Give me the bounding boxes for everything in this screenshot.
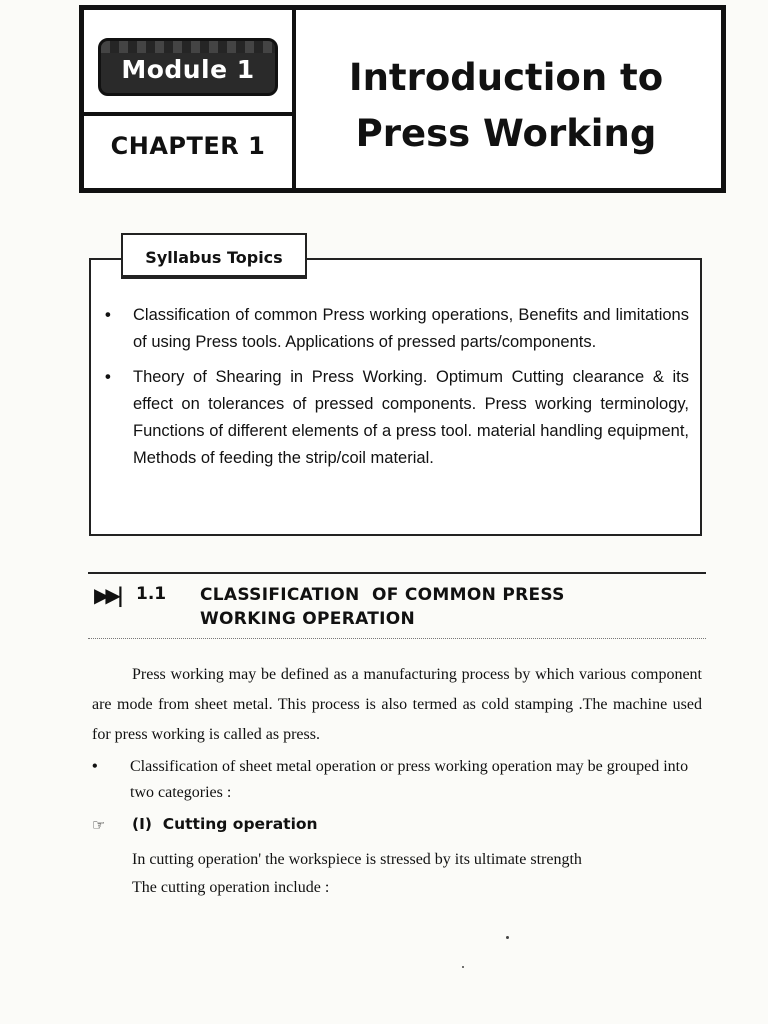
subheading-cutting-operation: (I) Cutting operation xyxy=(132,815,318,833)
chapter-header xyxy=(79,5,726,193)
chapter-title-line-2: Press Working xyxy=(355,112,657,155)
syllabus-item-text: Theory of Shearing in Press Working. Optimum Cutting clearance & its effect on tolerances of pressed components. Press working terminology, Functions of different elements of a press tool. material handling equipment, Methods of feeding the strip/coil material. xyxy=(133,368,689,467)
module-badge xyxy=(98,38,278,96)
bullet-icon: • xyxy=(105,368,111,386)
classification-bullet-text: Classification of sheet metal operation or press working operation may be grouped into two categories : xyxy=(130,758,689,801)
pointing-hand-icon: ☞ xyxy=(92,816,106,834)
bullet-icon: • xyxy=(92,758,98,775)
header-left-panel xyxy=(84,10,296,188)
cutting-paragraph xyxy=(132,846,704,902)
section-title xyxy=(200,583,620,631)
section-number: 1.1 xyxy=(136,584,167,604)
syllabus-tab: Syllabus Topics xyxy=(121,233,307,279)
syllabus-item xyxy=(103,364,689,472)
section-title-line-2: WORKING OPERATION xyxy=(200,609,416,629)
section-rule-bottom xyxy=(88,638,706,639)
cutting-paragraph-line-2: The cutting operation include : xyxy=(132,879,330,896)
scan-speck xyxy=(462,966,464,968)
section-title-line-1: CLASSIFICATION OF COMMON PRESS xyxy=(200,585,565,605)
scan-speck xyxy=(506,936,509,939)
syllabus-list xyxy=(103,302,689,480)
classification-bullet xyxy=(92,754,702,806)
chapter-label: CHAPTER 1 xyxy=(110,132,266,160)
syllabus-item-text: Classification of common Press working operations, Benefits and limitations of using Press tools. Applications of pressed parts/components. xyxy=(133,306,689,351)
bullet-icon: • xyxy=(105,306,111,324)
fast-forward-icon: ▶▶| xyxy=(94,583,121,607)
header-divider xyxy=(84,112,292,116)
chapter-title-line-1: Introduction to xyxy=(348,56,664,99)
module-label: Module 1 xyxy=(121,55,255,84)
section-rule-top xyxy=(88,572,706,574)
syllabus-item xyxy=(103,302,689,356)
cutting-paragraph-line-1: In cutting operation' the workspiece is stressed by its ultimate strength xyxy=(132,851,582,868)
chapter-title xyxy=(296,50,716,162)
intro-paragraph: Press working may be defined as a manufacturing process by which various component are mode from sheet metal. This process is also termed as cold stamping .The machine used for press working is called as press. xyxy=(92,666,702,743)
